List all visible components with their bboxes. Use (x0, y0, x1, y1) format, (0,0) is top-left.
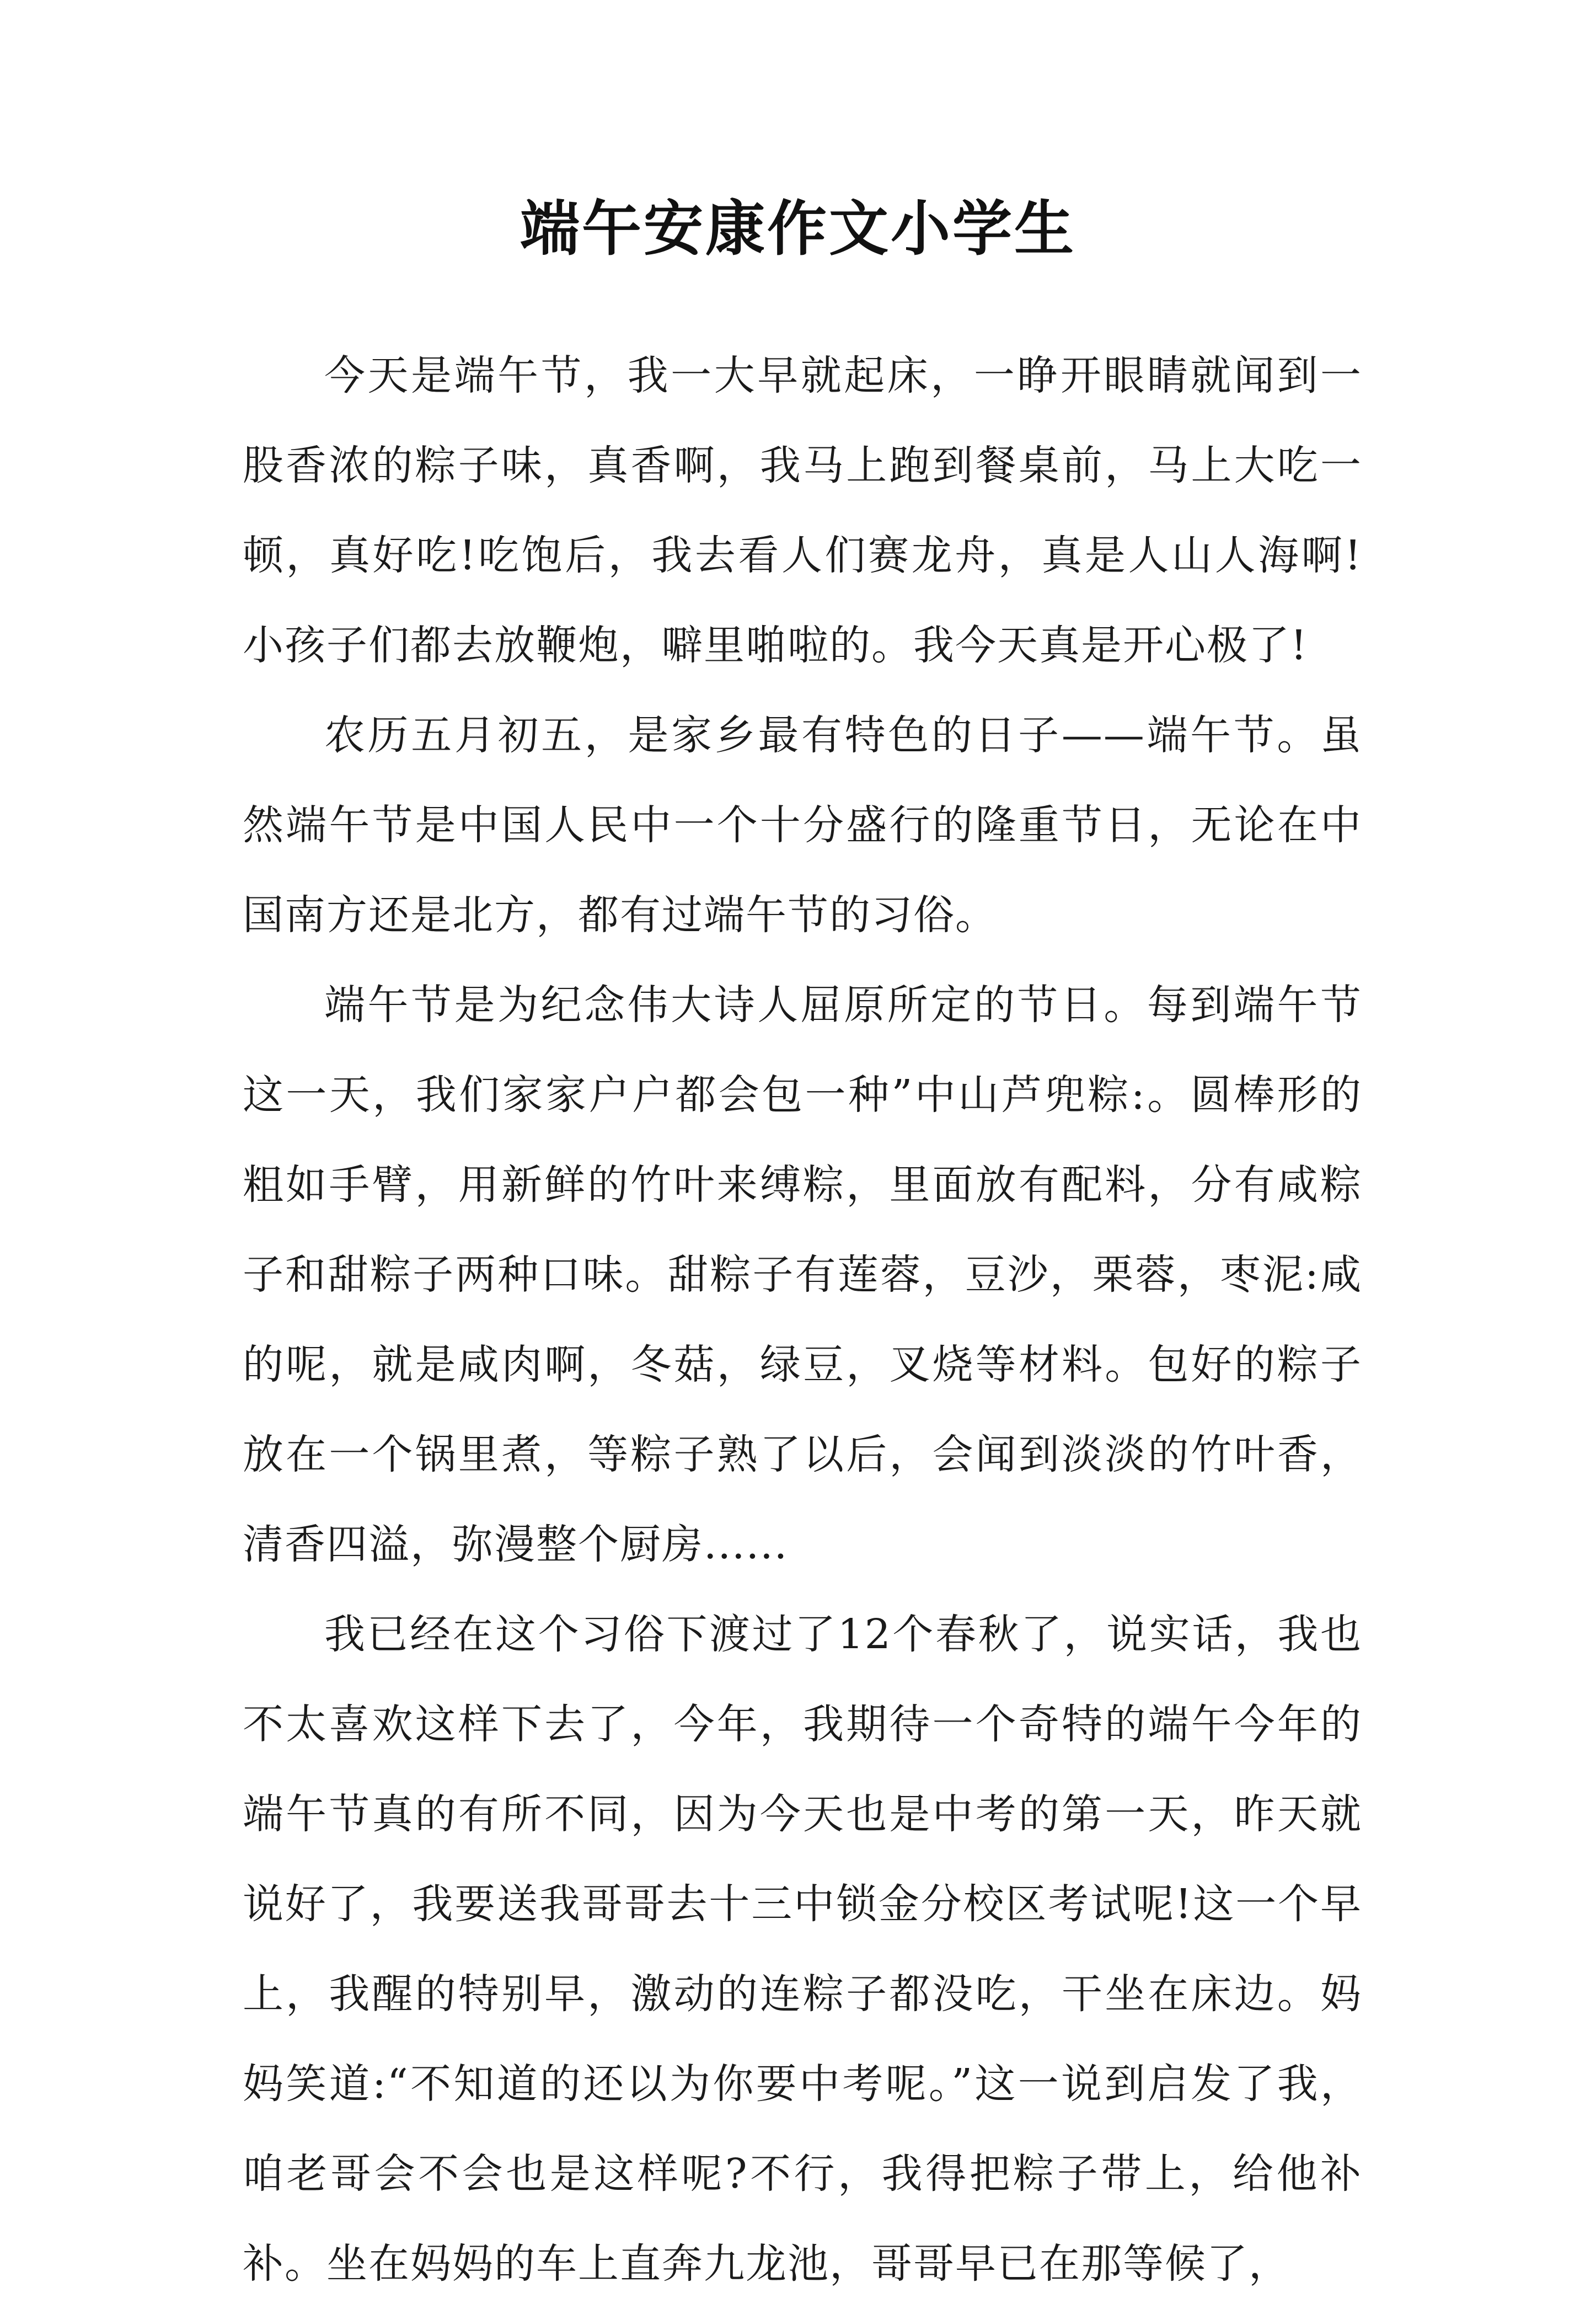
document-title: 端午安康作文小学生 (519, 194, 1076, 264)
paragraph: 我已经在这个习俗下渡过了12个春秋了，说实话，我也不太喜欢这样下去了，今年，我期待一个奇特的端午今年的端午节真的有所不同，因为今天也是中考的第一天，昨天就说好了，我要送我哥哥去十三中锁金分校区考试呢!这一个早上，我醒的特别早，激动的连粽子都没吃，干坐在床边。妈妈笑道:“不知道的还以为你要中考呢。”这一说到启发了我，咱老哥会不会也是这样呢?不行，我得把粽子带上，给他补补。坐在妈妈的车上直奔九龙池，哥哥早已在那等候了， (243, 1611, 1362, 2287)
paragraph: 端午节是为纪念伟大诗人屈原所定的节日。每到端午节这一天，我们家家户户都会包一种”中山芦兜粽:。圆棒形的粗如手臂，用新鲜的竹叶来缚粽，里面放有配料，分有咸粽子和甜粽子两种口味。甜粽子有莲蓉，豆沙，栗蓉，枣泥:咸的呢，就是咸肉啊，冬菇，绿豆，叉烧等材料。包好的粽子放在一个锅里煮，等粽子熟了以后，会闻到淡淡的竹叶香，清香四溢，弥漫整个厨房...... (243, 981, 1362, 1568)
paragraph: 今天是端午节，我一大早就起床，一睁开眼睛就闻到一股香浓的粽子味，真香啊，我马上跑到餐桌前，马上大吃一顿，真好吃!吃饱后，我去看人们赛龙舟，真是人山人海啊!小孩子们都去放鞭炮，噼里啪啦的。我今天真是开心极了! (243, 352, 1362, 669)
document-body (243, 331, 1362, 2309)
paragraph: 农历五月初五，是家乡最有特色的日子——端午节。虽然端午节是中国人民中一个十分盛行的隆重节日，无论在中国南方还是北方，都有过端午节的习俗。 (243, 712, 1362, 939)
